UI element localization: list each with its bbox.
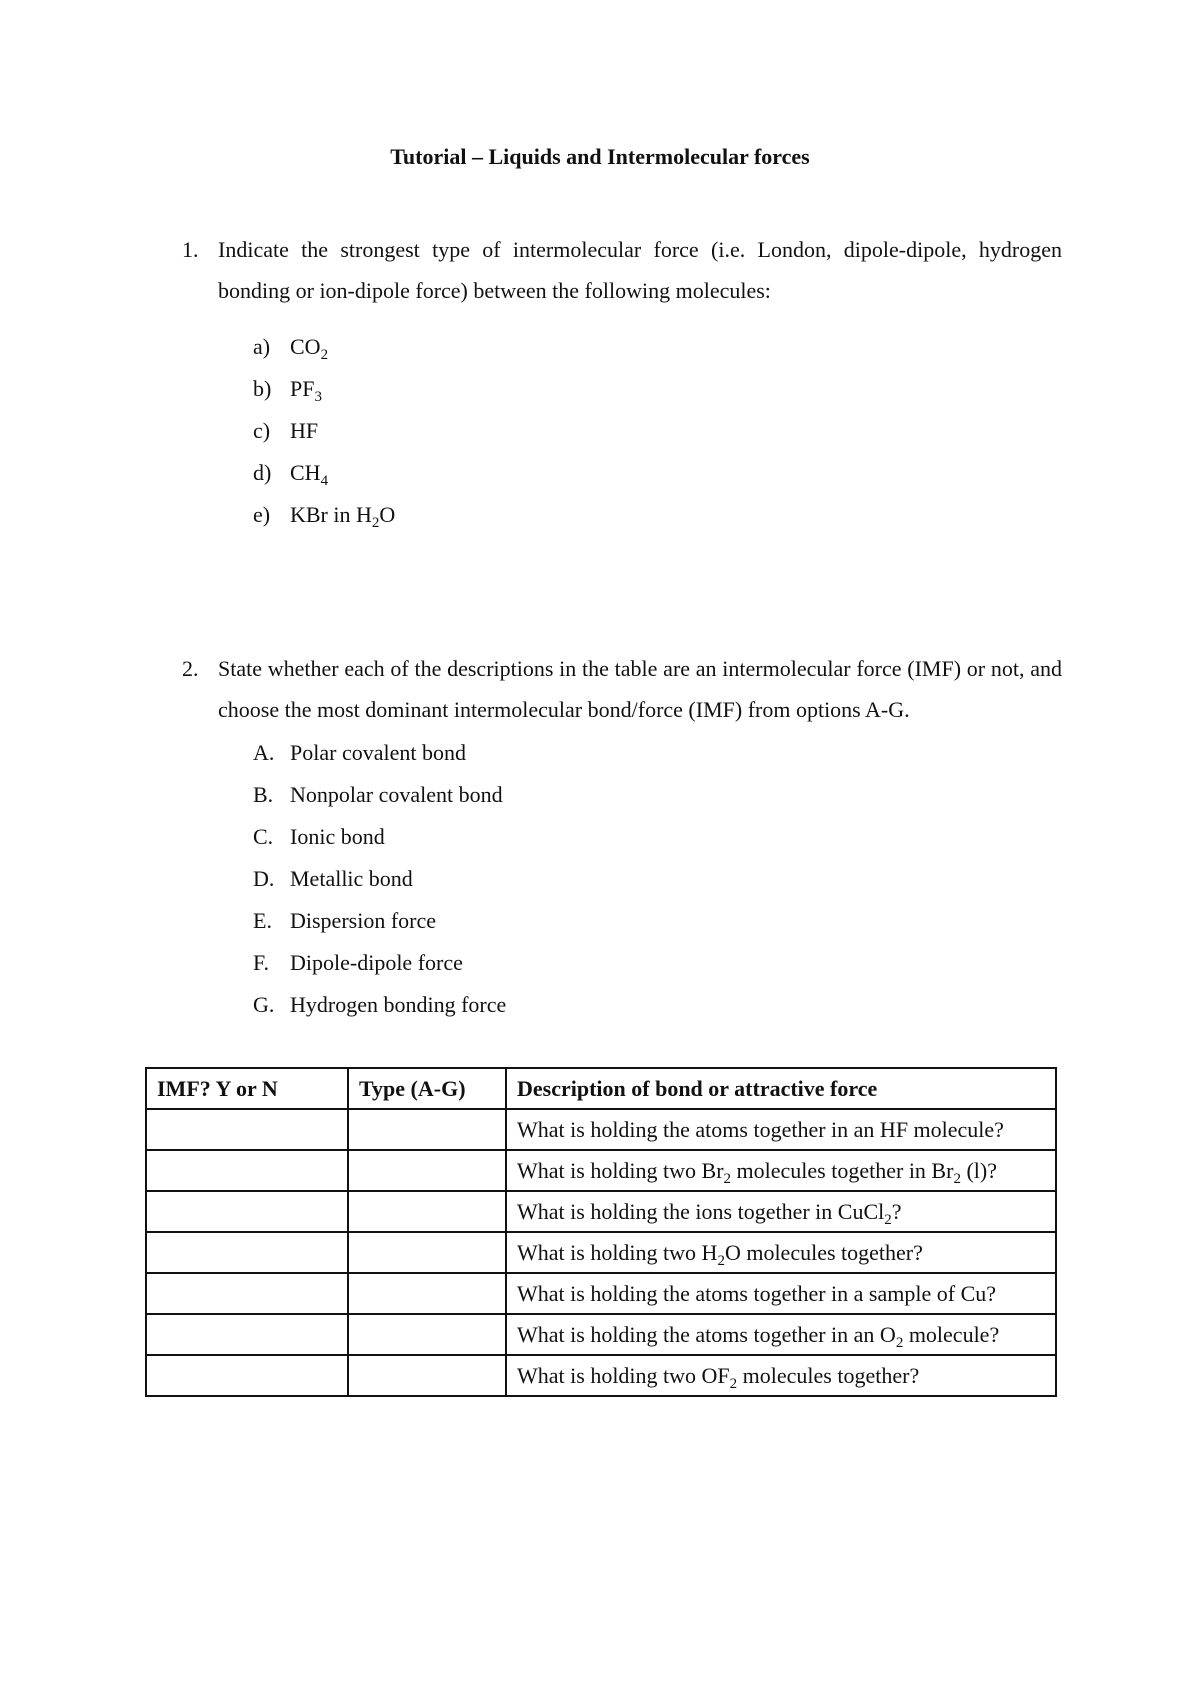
description-cell: What is holding the ions together in CuCl$_2$?: [506, 1191, 1056, 1232]
imf-answer-cell[interactable]: [146, 1232, 348, 1273]
description-cell: What is holding two $OF_2$ molecules together?: [506, 1355, 1056, 1396]
type-answer-cell[interactable]: [348, 1150, 506, 1191]
description-cell: What is holding two $Br_2$ molecules together in $Br_2$ (l)?: [506, 1150, 1056, 1191]
imf-answer-cell[interactable]: [146, 1191, 348, 1232]
table-row: [146, 1355, 1056, 1396]
type-answer-cell[interactable]: [348, 1273, 506, 1314]
table-row: [146, 1109, 1056, 1150]
imf-answer-cell[interactable]: [146, 1150, 348, 1191]
imf-answer-cell[interactable]: [146, 1273, 348, 1314]
question-2: [182, 648, 1062, 730]
imf-answer-cell[interactable]: [146, 1314, 348, 1355]
document-page: Tutorial – Liquids and Intermolecular forces 1. Indicate the strongest type of intermolecular force (i.e. London, dipole-dipole, hydrogen bonding or ion-dipole force) between the following molecules: a) $CO_2$ b) $PF_3$ c) HF d) $CH_4$ e) KBr in $H_2O$ 2. State whether each of the descriptions in the table are an intermolecular force (IMF) or not, and choose the most dominant intermolecular bond/force (IMF) from options A-G. A. Polar covalent bond B. Nonpolar covalent bond C. Ionic bond D. Metallic bond E. Dispersion force F. Dipole-dipole force G. Hydrogen bonding force IMF? Y or N Type (A-G) Description of bond or attractive force What is holding the atoms together in an HF molecule? What is holding two $Br_2$ molecules together in $Br_2$ (l)? What is holding the ions together in CuCl$_2$? What is holding two $H_2O$ molecules together? What is holding the atoms together in a sample of Cu? What is holding the atoms together in an $O_2$ molecule? What is holding two $OF_2$ molecules together?: [0, 0, 1200, 1696]
type-answer-cell[interactable]: [348, 1355, 506, 1396]
molecule-kbr-in-h2o: KBr in $H_2O$: [290, 502, 396, 531]
description-cell: What is holding the atoms together in an HF molecule?: [506, 1109, 1056, 1150]
header-description: Description of bond or attractive force: [506, 1068, 1056, 1109]
type-answer-cell[interactable]: [348, 1232, 506, 1273]
molecule-co2: $CO_2$: [290, 334, 329, 363]
table-row: [146, 1191, 1056, 1232]
question-2-text: State whether each of the descriptions in the table are an intermolecular force (IMF) or not, and choose the most dominant intermolecular bond/force (IMF) from options A-G.: [218, 656, 1062, 722]
question-1: [182, 229, 1062, 311]
imf-answer-cell[interactable]: [146, 1109, 348, 1150]
question-1-text: Indicate the strongest type of intermolecular force (i.e. London, dipole-dipole, hydrogen bonding or ion-dipole force) between the following molecules:: [218, 237, 1062, 303]
type-answer-cell[interactable]: [348, 1314, 506, 1355]
page-title: Tutorial – Liquids and Intermolecular forces: [390, 144, 810, 169]
molecule-hf: HF: [290, 418, 319, 443]
header-imf: IMF? Y or N: [146, 1068, 348, 1109]
table-row: [146, 1232, 1056, 1273]
question-2-number: 2.: [182, 656, 199, 681]
molecule-pf3: $PF_3$: [290, 376, 322, 405]
imf-answer-cell[interactable]: [146, 1355, 348, 1396]
table-row: [146, 1314, 1056, 1355]
table-header-row: [146, 1068, 1056, 1109]
description-cell: What is holding two $H_2O$ molecules together?: [506, 1232, 1056, 1273]
description-cell: What is holding the atoms together in an $O_2$ molecule?: [506, 1314, 1056, 1355]
question-1-number: 1.: [182, 237, 199, 262]
molecule-ch4: $CH_4$: [290, 460, 329, 489]
header-type: Type (A-G): [348, 1068, 506, 1109]
description-cell: What is holding the atoms together in a sample of Cu?: [506, 1273, 1056, 1314]
table-row: [146, 1150, 1056, 1191]
table-row: [146, 1273, 1056, 1314]
imf-table: [145, 1067, 1057, 1397]
type-answer-cell[interactable]: [348, 1109, 506, 1150]
type-answer-cell[interactable]: [348, 1191, 506, 1232]
